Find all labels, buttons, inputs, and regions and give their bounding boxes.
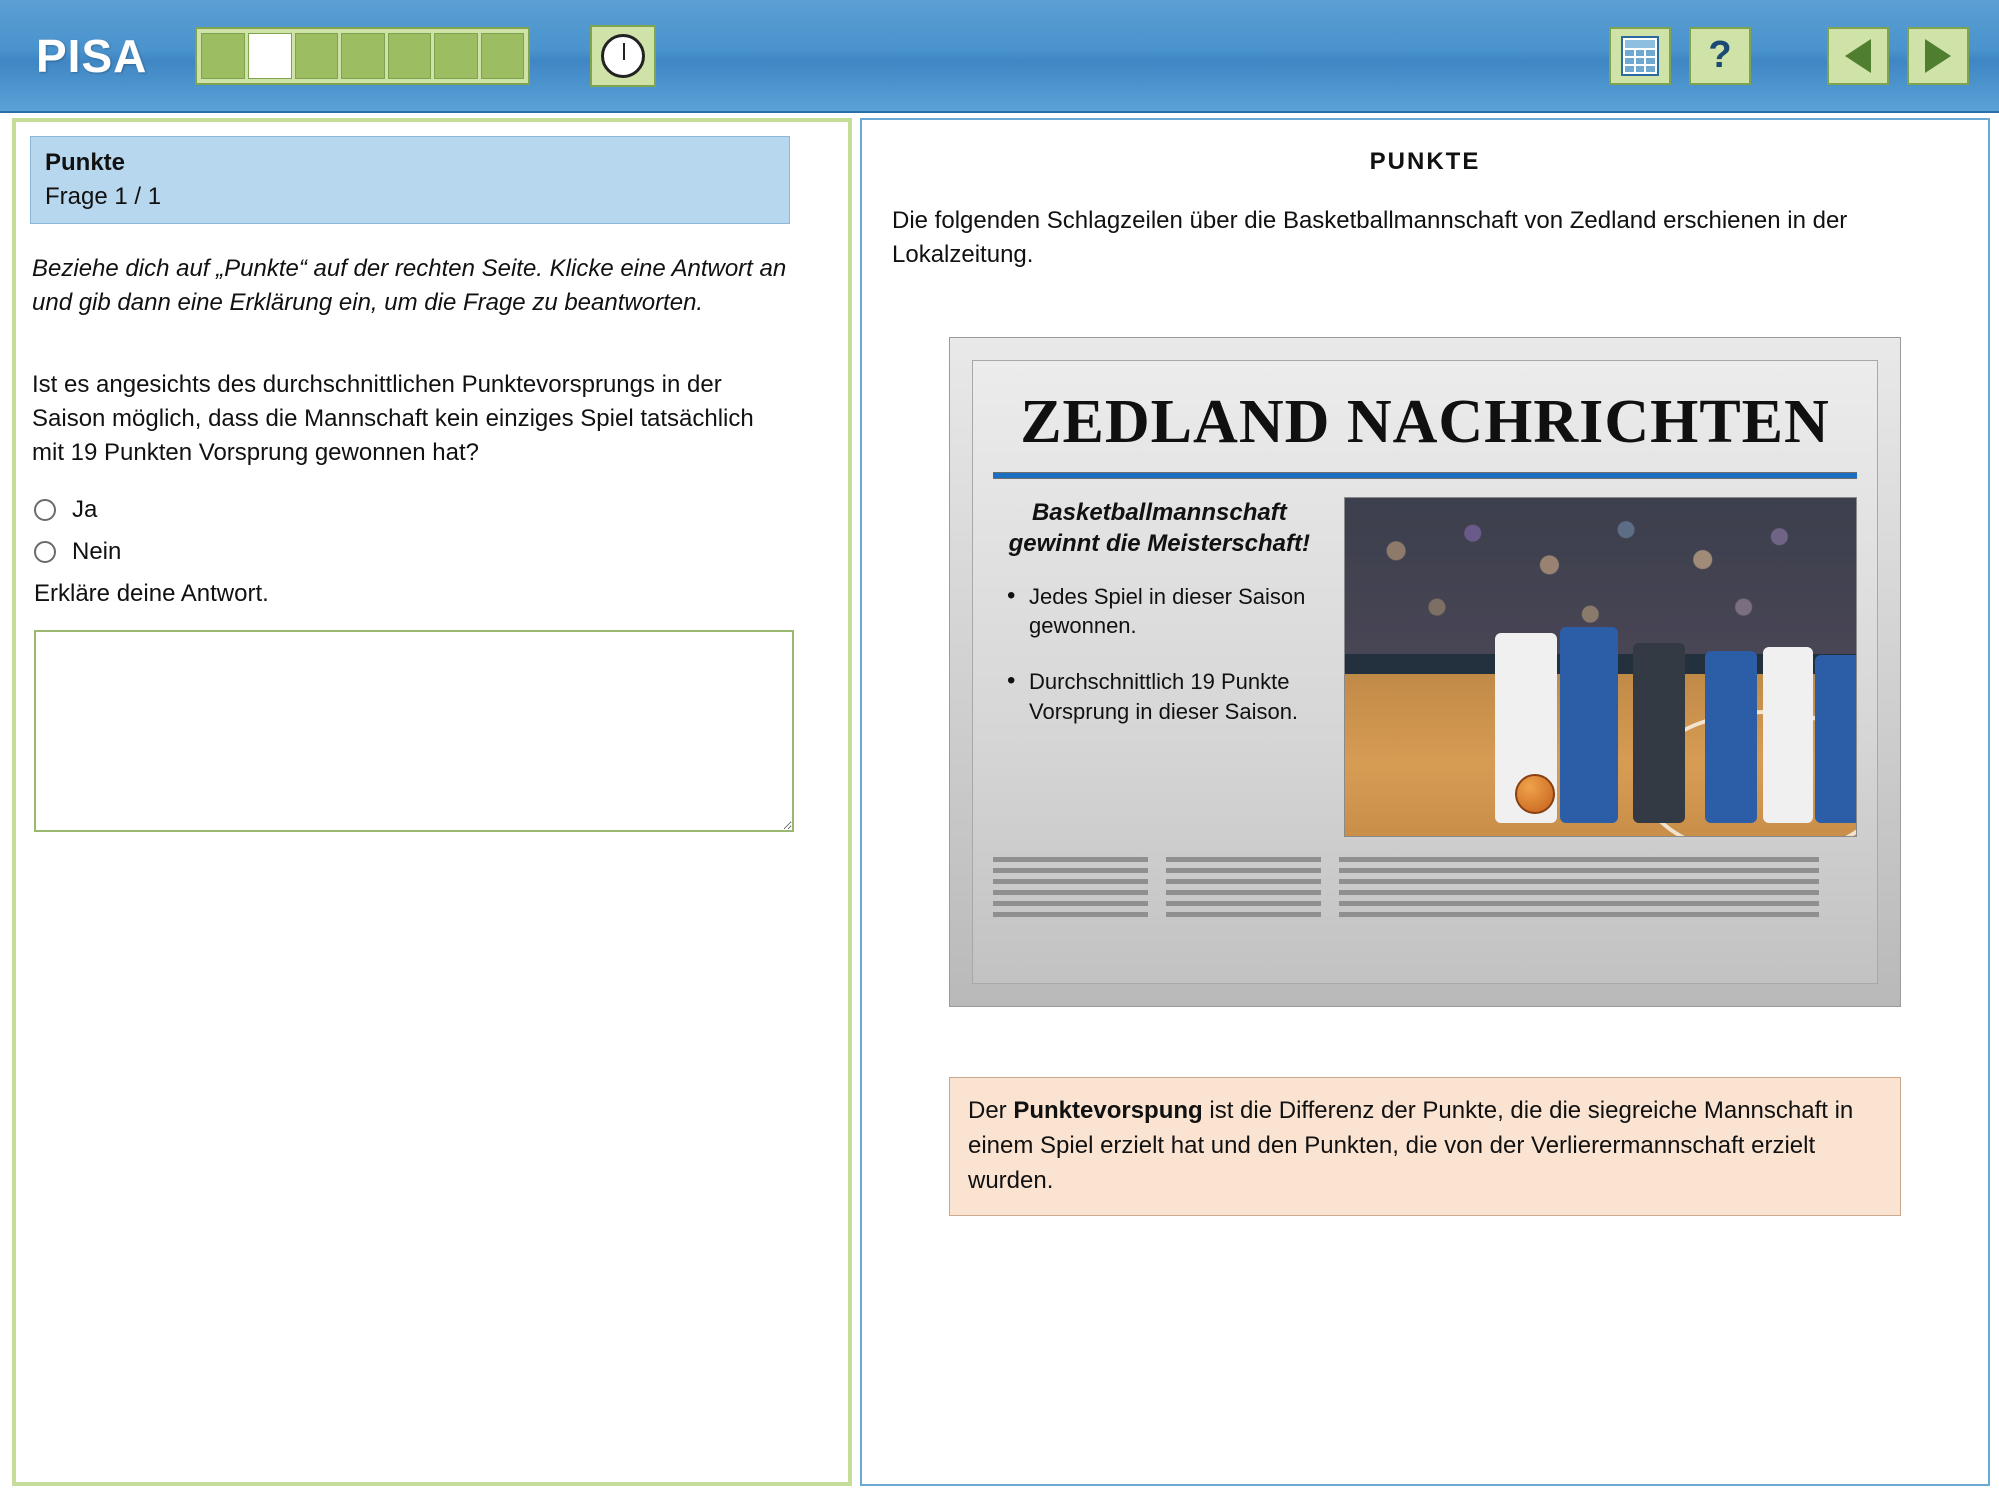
top-toolbar [0, 0, 1999, 113]
basketball-photo [1344, 497, 1857, 837]
question-header [30, 136, 790, 224]
stimulus-intro: Die folgenden Schlagzeilen über die Basketballmannschaft von Zedland erschienen in der Lokalzeitung. [892, 207, 1848, 268]
question-counter: Frage 1 / 1 [45, 183, 162, 210]
radio-button-icon[interactable] [34, 499, 56, 521]
explain-label: Erkläre deine Antwort. [34, 580, 269, 608]
pisa-logo: PISA [36, 29, 148, 82]
newspaper-bullets [993, 582, 1326, 727]
newspaper-headline: Basketballmannschaft gewinnt die Meisterschaft! [1008, 499, 1311, 558]
triangle-left-icon [1845, 39, 1871, 73]
radio-button-icon[interactable] [34, 541, 56, 563]
newspaper-clipping [949, 337, 1901, 1007]
instruction-text: Beziehe dich auf „Punkte“ auf der rechten Seite. Klicke eine Antwort an und gib dann eine Erklärung ein, um die Frage zu beantworten. [32, 255, 787, 317]
previous-button[interactable] [1827, 27, 1889, 85]
next-button[interactable] [1907, 27, 1969, 85]
progress-cell [434, 33, 478, 79]
definition-rest: ist die Differenz der Punkte, die die siegreiche Mannschaft in einem Spiel erzielt hat und den Punkten, die von der Verlierermannschaft erzielt wurden. [968, 1097, 1854, 1194]
toolbar-right-group [1609, 27, 1999, 85]
basketball-icon [1515, 774, 1555, 814]
triangle-right-icon [1925, 39, 1951, 73]
question-title: Punkte [45, 149, 126, 176]
definition-term: Punktevorspung [1013, 1097, 1203, 1125]
progress-cell [201, 33, 245, 79]
calculator-button[interactable] [1609, 27, 1671, 85]
progress-indicator [195, 27, 530, 85]
help-button[interactable] [1689, 27, 1751, 85]
option-label: Ja [72, 496, 98, 524]
timer-button[interactable] [590, 25, 656, 87]
newspaper-masthead: ZEDLAND NACHRICHTEN [1020, 388, 1830, 457]
option-ja[interactable] [34, 496, 834, 524]
stimulus-title: PUNKTE [1369, 148, 1481, 175]
progress-cell [388, 33, 432, 79]
definition-prefix: Der [968, 1097, 1014, 1125]
definition-box [949, 1077, 1901, 1215]
stimulus-panel [860, 118, 1990, 1486]
newspaper-text-lines [993, 857, 1857, 917]
progress-cell [481, 33, 525, 79]
progress-cell [295, 33, 339, 79]
question-panel [12, 118, 852, 1486]
bullet-item: • Jedes Spiel in dieser Saison gewonnen. [993, 582, 1326, 641]
option-label: Nein [72, 538, 122, 566]
bullet-item: • Durchschnittlich 19 Punkte Vorsprung in dieser Saison. [993, 667, 1326, 726]
progress-cell-current [248, 33, 292, 79]
answer-options [34, 496, 834, 566]
question-text: Ist es angesichts des durchschnittlichen Punktevorsprungs in der Saison möglich, dass die Mannschaft kein einziges Spiel tatsächlich mit 19 Punkten Vorsprung gewonnen hat? [32, 371, 754, 467]
option-nein[interactable] [34, 538, 834, 566]
question-mark-icon: ? [1708, 34, 1732, 76]
newspaper-rule [993, 472, 1857, 479]
answer-textarea[interactable] [34, 630, 794, 832]
progress-cell [341, 33, 385, 79]
calculator-icon [1621, 36, 1659, 76]
clock-icon [601, 34, 645, 78]
